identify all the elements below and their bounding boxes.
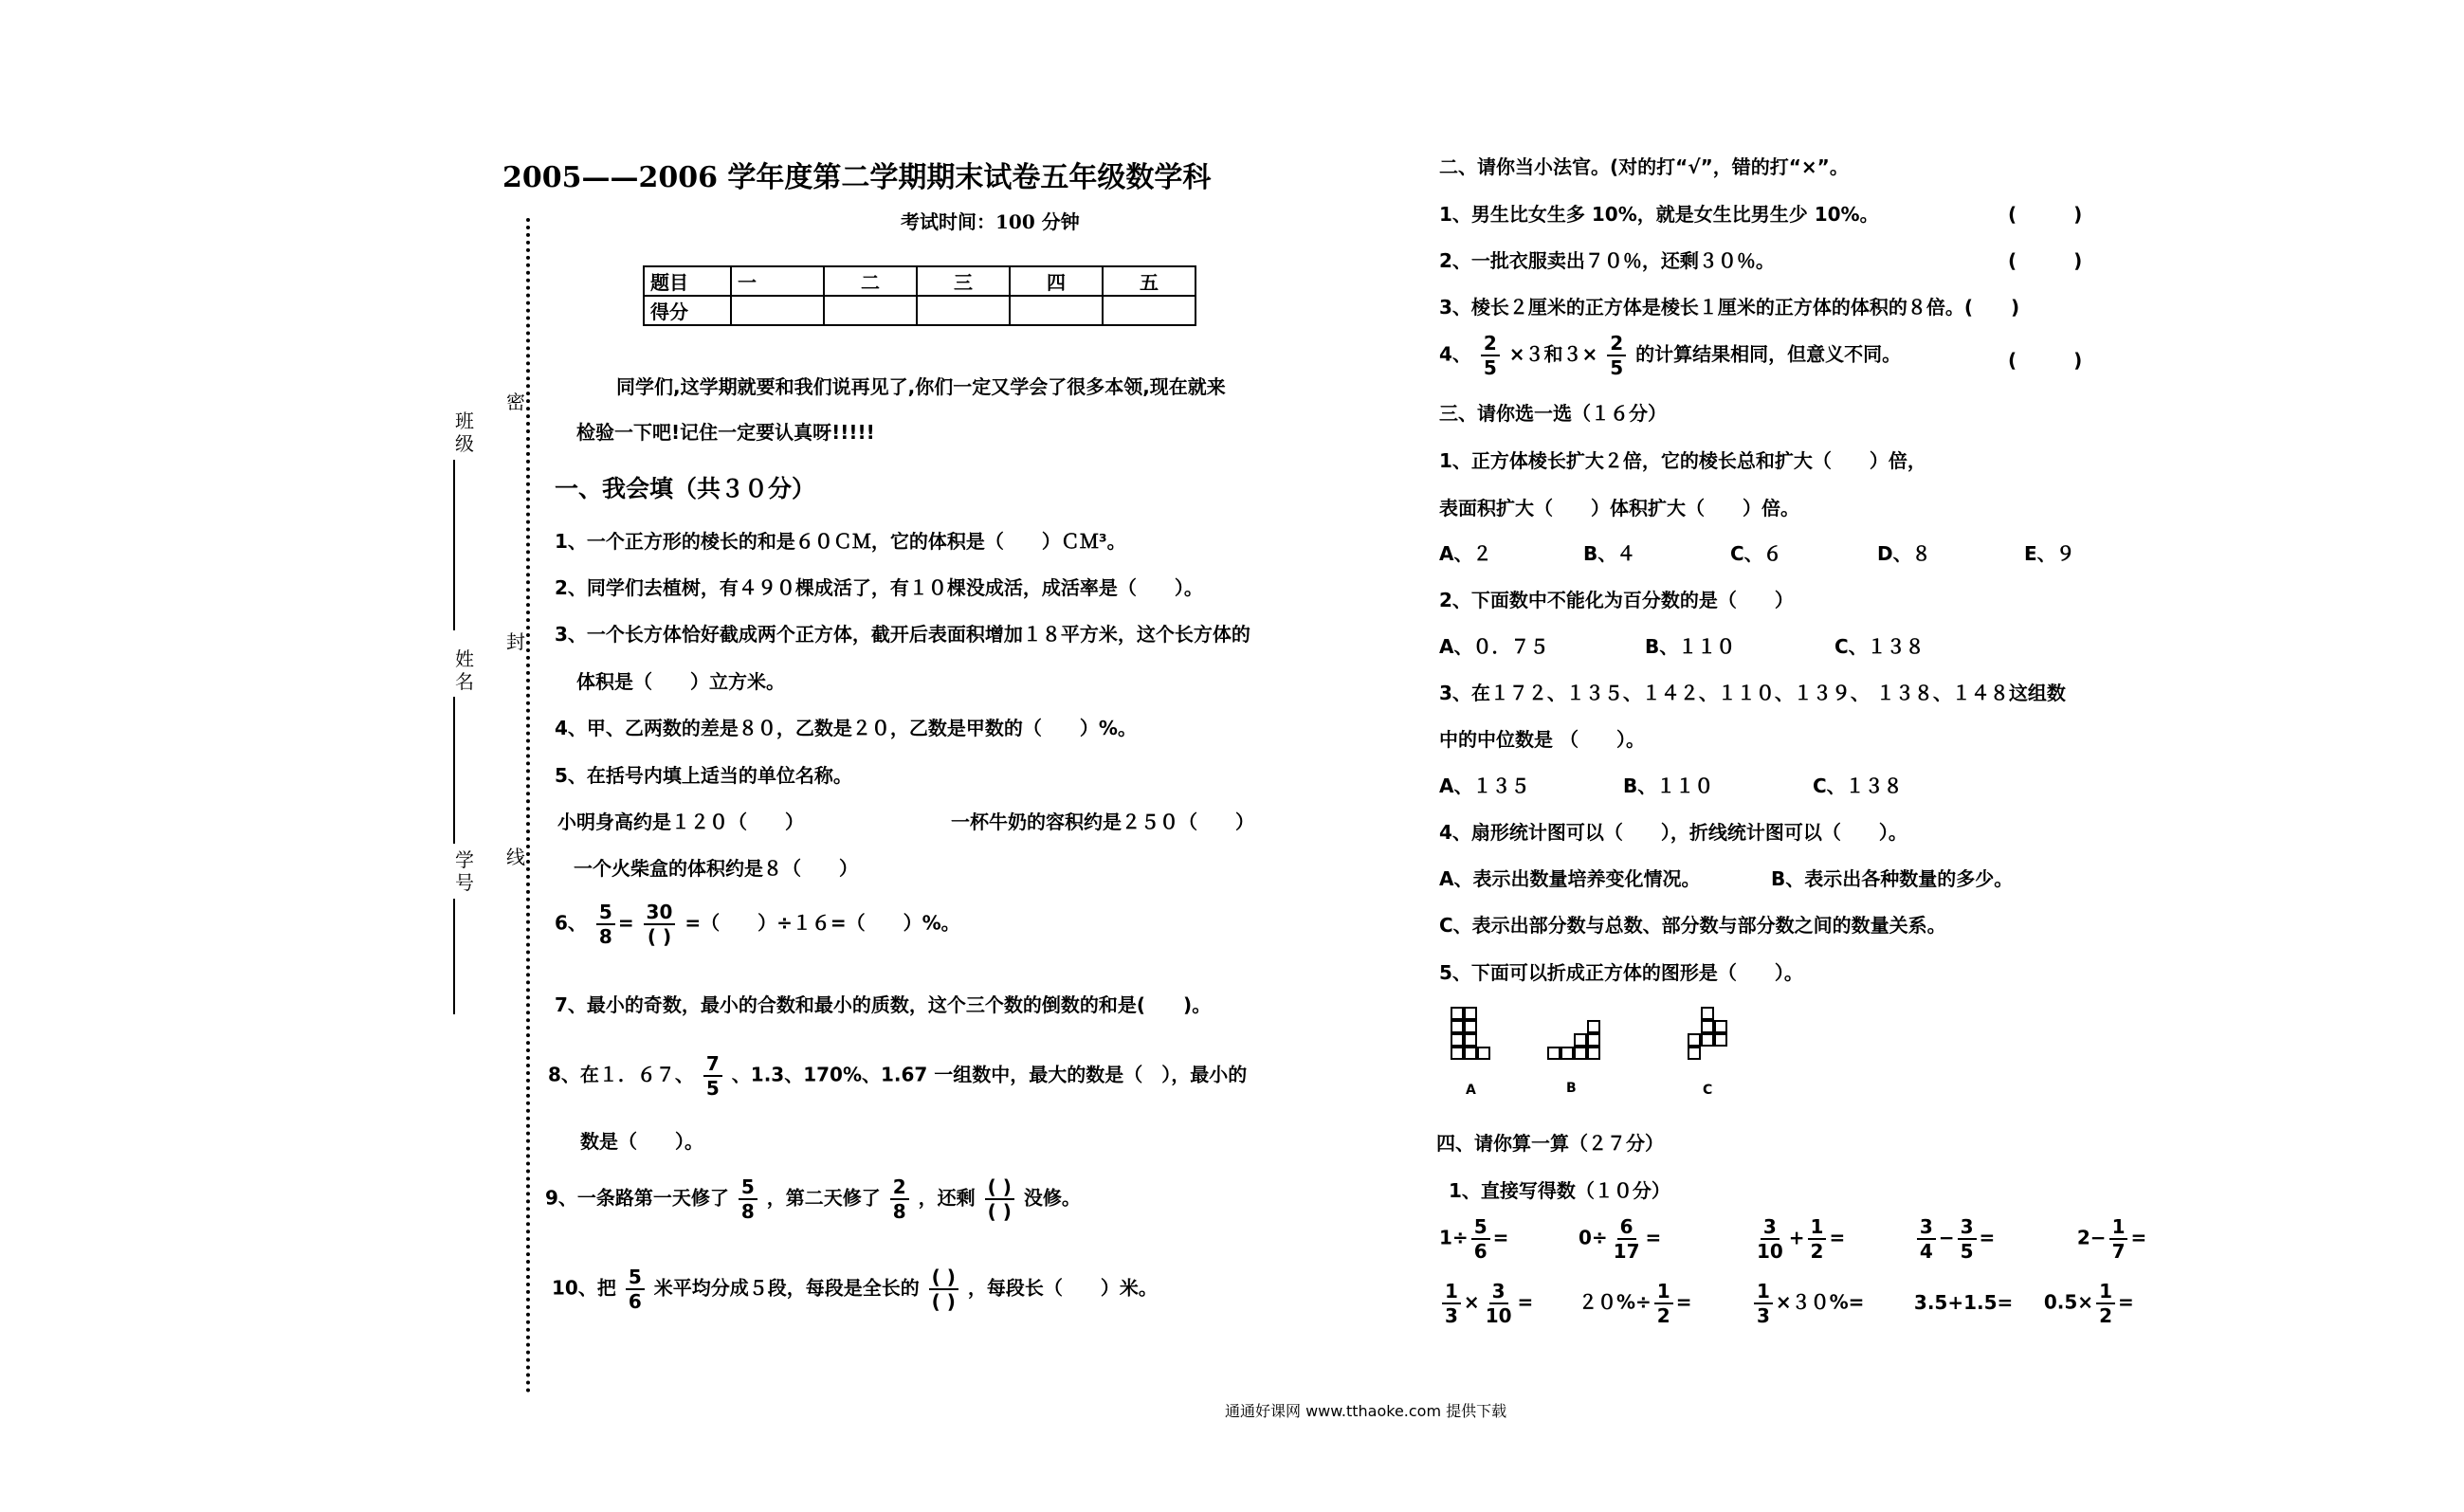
p3-q1-opt-c[interactable]: C、６ [1730, 542, 1782, 565]
calc-1 [1439, 1215, 1572, 1263]
p1-q5c: 一个火柴盒的体积约是８（ ） [574, 857, 858, 880]
p1-q4: 4、甲、乙两数的差是８０，乙数是２０，乙数是甲数的（ ）%。 [555, 717, 1137, 739]
p1-q10 [552, 1266, 1158, 1313]
p1-q5: 5、在括号内填上适当的单位名称。 [555, 764, 852, 787]
p1-q6-f1-den: 8 [598, 925, 612, 948]
p2-q4 [1439, 332, 1901, 379]
calc-6-num1: 1 [1442, 1280, 1461, 1304]
p4-row2 [1439, 1280, 2134, 1327]
p1-q10-prefix: 10、把 [552, 1276, 616, 1300]
part1-heading: 一、我会填（共３０分） [555, 475, 816, 502]
class-label: 班级 [455, 410, 474, 455]
p2-q4-f2-den: 5 [1610, 356, 1624, 379]
score-row2-label: 得分 [644, 296, 731, 325]
p1-q8-f-den: 5 [705, 1077, 720, 1100]
part4-heading: 四、请你算一算（２７分） [1436, 1132, 1664, 1155]
calc-1-frac [1471, 1215, 1490, 1263]
score-col-2: 二 [824, 266, 917, 296]
number-label: 学号 [455, 848, 474, 894]
calc-7-frac [1654, 1280, 1673, 1327]
p1-q8b: 数是（ ）。 [580, 1130, 703, 1153]
p3-q2-opt-b[interactable]: B、１１０ [1645, 635, 1736, 658]
p3-q2-opt-a[interactable]: A、０．７５ [1439, 635, 1549, 658]
calc-6-den2: 10 [1485, 1304, 1512, 1327]
p1-q9-f1-num: 5 [739, 1175, 757, 1200]
p3-q3a: 3、在１７２、１３５、１４２、１１０、１３９、 １３８、１４８这组数 [1439, 682, 2066, 704]
calc-6-den1: 3 [1445, 1304, 1458, 1327]
score-row1-label: 题目 [644, 266, 731, 296]
p2-q4-f1-den: 5 [1483, 356, 1497, 379]
p3-q5: 5、下面可以折成正方体的图形是（ ）。 [1439, 961, 1803, 984]
p1-q1: 1、一个正方形的棱长的和是６０ＣＭ，它的体积是（ ）ＣＭ³。 [555, 530, 1126, 553]
p1-q6-fraction-2 [644, 901, 676, 948]
p3-q4-opt-c[interactable]: C、表示出部分数与总数、部分数与部分数之间的数量关系。 [1439, 914, 1946, 937]
calc-5 [2077, 1215, 2146, 1263]
binding-feng: 封 [506, 630, 525, 653]
p2-q3: 3、棱长２厘米的正方体是棱长１厘米的正方体的体积的８倍。( ) [1439, 296, 2020, 319]
p3-q1-opt-b[interactable]: B、４ [1583, 542, 1636, 565]
p3-q4: 4、扇形统计图可以（ ），折线统计图可以（ ）。 [1439, 821, 1907, 844]
p2-q4-f2-num: 2 [1607, 332, 1626, 356]
calc-5-frac [2109, 1215, 2128, 1263]
binding-mi: 密 [506, 391, 525, 413]
p1-q6-f2-num: 30 [644, 901, 676, 925]
p1-q9-f3-den: ( ) [987, 1200, 1012, 1223]
calc-7-pre: ２０%÷ [1578, 1290, 1652, 1314]
p2-q4-mid: ×３和３× [1508, 342, 1598, 366]
calc-1-num: 5 [1471, 1215, 1490, 1240]
p1-q9-fraction-2 [890, 1175, 909, 1223]
p1-q9-end: 没修。 [1023, 1186, 1081, 1210]
calc-6-frac-2 [1483, 1280, 1515, 1327]
calc-6-op: × [1463, 1290, 1480, 1314]
calc-9: 3.5+1.5= [1913, 1290, 2014, 1314]
p1-q3b: 体积是（ ）立方米。 [576, 670, 785, 693]
calc-7 [1579, 1280, 1744, 1327]
p3-q3-opt-b[interactable]: B、１１０ [1623, 774, 1714, 797]
calc-6-post: = [1517, 1290, 1534, 1314]
exam-title: 2005——2006 学年度第二学期期末试卷五年级数学科 [502, 161, 1212, 194]
calc-8-num: 1 [1754, 1280, 1773, 1304]
p1-q9-f2-num: 2 [890, 1175, 909, 1200]
p2-q4-f1-num: 2 [1481, 332, 1500, 356]
p4-row1 [1439, 1215, 2146, 1263]
calc-2-num: 6 [1617, 1215, 1636, 1240]
p1-q8-fraction [703, 1052, 722, 1100]
score-cell-4[interactable] [1010, 296, 1103, 325]
p3-q3-opt-c[interactable]: C、１３８ [1813, 774, 1903, 797]
part2-heading: 二、请你当小法官。(对的打“√”，错的打“×”。 [1439, 155, 1849, 178]
p2-q1: 1、男生比女生多 10%，就是女生比男生少 10%。 [1439, 203, 1879, 226]
calc-3-num1: 3 [1761, 1215, 1780, 1240]
calc-5-den: 7 [2111, 1240, 2126, 1263]
calc-1-pre: 1÷ [1439, 1226, 1469, 1249]
calc-10-num: 1 [2096, 1280, 2115, 1304]
p2-q2: 2、一批衣服卖出７０％，还剩３０％。 [1439, 249, 1775, 272]
score-cell-3[interactable] [917, 296, 1010, 325]
p1-q10-fraction-2 [929, 1266, 958, 1313]
intro-line-2: 检验一下吧!记住一定要认真呀!!!!! [576, 421, 875, 444]
calc-5-post: = [2130, 1226, 2147, 1249]
net-b-label: B [1566, 1081, 1577, 1096]
calc-2-pre: 0÷ [1578, 1226, 1608, 1249]
p1-q5b: 一杯牛奶的容积约是２５０（ ） [951, 811, 1254, 833]
p1-q9-f3-num: ( ) [985, 1175, 1014, 1200]
p1-q10-f1-den: 6 [628, 1290, 642, 1313]
score-cell-1[interactable] [731, 296, 824, 325]
calc-3-num2: 1 [1808, 1215, 1827, 1240]
calc-6 [1439, 1280, 1572, 1327]
score-cell-2[interactable] [824, 296, 917, 325]
score-table [643, 265, 1196, 326]
p3-q1a: 1、正方体棱长扩大２倍，它的棱长总和扩大（ ）倍， [1439, 449, 1926, 472]
p3-q2-opt-c[interactable]: C、１３８ [1834, 635, 1925, 658]
calc-2-den: 17 [1613, 1240, 1640, 1263]
p1-q9-prefix: 9、一条路第一天修了 [545, 1186, 729, 1210]
calc-4-den1: 4 [1919, 1240, 1933, 1263]
p1-q9-mid: ，第二天修了 [766, 1186, 881, 1210]
part3-heading: 三、请你选一选（１６分） [1439, 402, 1667, 425]
p2-q1-blank[interactable]: ( ) [2008, 203, 2083, 226]
score-col-4: 四 [1010, 266, 1103, 296]
calc-2 [1579, 1215, 1744, 1263]
calc-4-den2: 5 [1960, 1240, 1974, 1263]
p1-q6-f2-den: ( ) [647, 925, 672, 948]
p3-q1-opt-d[interactable]: D、８ [1877, 542, 1931, 565]
p1-q9-f2-den: 8 [892, 1200, 906, 1223]
p1-q8-prefix: 8、在１．６７、 [548, 1063, 694, 1086]
p3-q1-opt-e[interactable]: E、９ [2024, 542, 2075, 565]
p2-q4-end: 的计算结果相同，但意义不同。 [1635, 342, 1902, 366]
calc-7-num: 1 [1654, 1280, 1673, 1304]
p1-q6-rest: =（ ）÷１６=（ ）%。 [684, 911, 960, 935]
calc-10-post: = [2117, 1290, 2134, 1314]
p1-q9-fraction-1 [739, 1175, 757, 1223]
p1-q10-end: ，每段长（ ）米。 [967, 1276, 1158, 1300]
calc-4 [1914, 1215, 2071, 1263]
calc-7-post: = [1675, 1290, 1692, 1314]
p1-q8-f-num: 7 [703, 1052, 722, 1077]
score-col-5: 五 [1103, 266, 1195, 296]
binding-xian: 线 [506, 846, 525, 868]
name-line [453, 697, 455, 844]
calc-8-den: 3 [1756, 1304, 1770, 1327]
calc-4-frac-1 [1917, 1215, 1936, 1263]
calc-2-post: = [1645, 1226, 1662, 1249]
name-label: 姓名 [455, 647, 474, 693]
calc-4-op: − [1938, 1226, 1955, 1249]
p1-q10-f2-den: ( ) [931, 1290, 956, 1313]
calc-3-den1: 10 [1756, 1240, 1783, 1263]
score-row-scores [644, 296, 1195, 325]
footer-credit: 通通好课网 www.tthaoke.com 提供下载 [1225, 1402, 1507, 1420]
calc-3-frac-1 [1754, 1215, 1786, 1263]
exam-time: 考试时间：100 分钟 [901, 210, 1080, 233]
p1-q10-f2-num: ( ) [929, 1266, 958, 1290]
calc-3-den2: 2 [1810, 1240, 1824, 1263]
p1-q9-mid2: ，还剩 [918, 1186, 976, 1210]
calc-1-den: 6 [1473, 1240, 1488, 1263]
calc-5-pre: 2− [2076, 1226, 2107, 1249]
p1-q10-f1-num: 5 [626, 1266, 645, 1290]
p2-q4-fraction-2 [1607, 332, 1626, 379]
calc-4-num1: 3 [1917, 1215, 1936, 1240]
p3-q1b: 表面积扩大（ ）体积扩大（ ）倍。 [1439, 497, 1799, 519]
calc-5-num: 1 [2109, 1215, 2128, 1240]
p1-q6-prefix: 6、 [555, 911, 587, 935]
p1-q9-fraction-3 [985, 1175, 1014, 1223]
p2-q4-prefix: 4、 [1439, 342, 1471, 366]
score-col-3: 三 [917, 266, 1010, 296]
p2-q2-blank[interactable]: ( ) [2008, 249, 2083, 272]
p1-q8 [548, 1052, 1247, 1100]
calc-10-den: 2 [2099, 1304, 2112, 1327]
p1-q5a: 小明身高约是１２０（ ） [557, 811, 804, 833]
calc-6-num2: 3 [1489, 1280, 1508, 1304]
score-col-1: 一 [731, 266, 824, 296]
p3-q4-opt-b[interactable]: B、表示出各种数量的多少。 [1771, 867, 2014, 890]
p3-q4-opt-a[interactable]: A、表示出数量培养变化情况。 [1439, 867, 1701, 890]
net-a-label: A [1466, 1083, 1476, 1098]
p3-q3b: 中的中位数是 （ ）。 [1439, 728, 1645, 751]
intro-line-1: 同学们,这学期就要和我们说再见了,你们一定又学会了很多本领,现在就来 [616, 375, 1226, 398]
p1-q6-f1-num: 5 [596, 901, 615, 925]
calc-2-frac [1611, 1215, 1643, 1263]
calc-4-frac-2 [1958, 1215, 1977, 1263]
p1-q6-fraction-1 [596, 901, 615, 948]
p4-sub1: 1、直接写得数（１０分） [1449, 1179, 1670, 1202]
p1-q9-f1-den: 8 [740, 1200, 755, 1223]
calc-10-pre: 0.5× [2043, 1290, 2094, 1314]
p1-q8-rest: 、1.3、170%、1.67 一组数中，最大的数是（ ），最小的 [731, 1063, 1248, 1086]
calc-4-post: = [1979, 1226, 1996, 1249]
class-line [453, 460, 455, 630]
calc-6-frac-1 [1442, 1280, 1461, 1327]
p1-q6: 6、 $\frac{5}{8}$ = $\frac{30}{( )}$ =（ ）÷１６=（ ）%。 [555, 901, 960, 948]
p2-q4-fraction-1 [1481, 332, 1500, 379]
calc-3 [1751, 1215, 1907, 1263]
calc-8 [1751, 1280, 1907, 1327]
calc-3-op: + [1788, 1226, 1805, 1249]
calc-1-post: = [1492, 1226, 1509, 1249]
calc-3-post: = [1829, 1226, 1846, 1249]
calc-7-den: 2 [1656, 1304, 1670, 1327]
p1-q10-fraction-1 [626, 1266, 645, 1313]
p1-q2: 2、同学们去植树，有４９０棵成活了，有１０棵没成活，成活率是（ ）。 [555, 576, 1203, 599]
p3-q1-opt-a[interactable]: A、２ [1439, 542, 1492, 565]
p3-q2: 2、下面数中不能化为百分数的是（ ） [1439, 589, 1794, 611]
p1-q3a: 3、一个长方体恰好截成两个正方体，截开后表面积增加１８平方米，这个长方体的 [555, 623, 1250, 646]
calc-8-post: ×３０%= [1775, 1290, 1865, 1314]
number-line [453, 899, 455, 1014]
calc-3-frac-2 [1808, 1215, 1827, 1263]
calc-8-frac [1754, 1280, 1773, 1327]
calc-4-num2: 3 [1958, 1215, 1977, 1240]
p1-q10-mid: 米平均分成５段，每段是全长的 [653, 1276, 920, 1300]
score-cell-5[interactable] [1103, 296, 1195, 325]
p1-q9 [545, 1175, 1081, 1223]
score-row-titles [644, 266, 1195, 296]
p1-q7: 7、最小的奇数，最小的合数和最小的质数，这个三个数的倒数的和是( )。 [555, 993, 1212, 1016]
net-c-label: C [1703, 1083, 1713, 1098]
p2-q4-blank[interactable]: ( ) [2008, 349, 2083, 372]
p3-q3-opt-a[interactable]: A、１３５ [1439, 774, 1530, 797]
calc-10 [2044, 1280, 2134, 1327]
calc-10-frac [2096, 1280, 2115, 1327]
